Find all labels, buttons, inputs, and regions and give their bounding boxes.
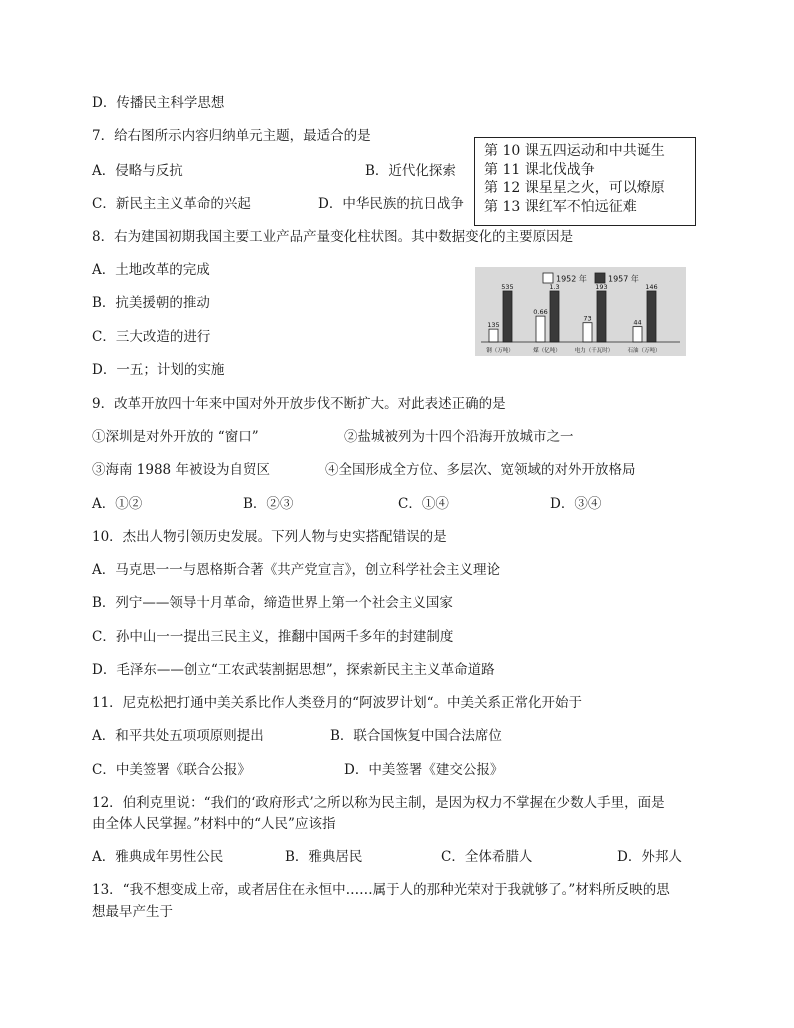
q11-stem: 11．尼克松把打通中美关系比作人类登月的“阿波罗计划“。中美关系正常化开始于 bbox=[92, 695, 582, 711]
q9-statement-2: ②盐城被列为十四个沿海开放城市之一 bbox=[344, 429, 574, 445]
q9-statement-3: ③海南 1988 年被设为自贸区 bbox=[92, 462, 270, 478]
bar-data-label: 193 bbox=[595, 283, 608, 291]
q9-option-c: C．①④ bbox=[398, 496, 449, 512]
lesson-item: 第 10 课五四运动和中共诞生 bbox=[484, 143, 665, 159]
q9-stem: 9．改革开放四十年来中国对外开放步伐不断扩大。对此表述正确的是 bbox=[92, 396, 506, 412]
q10-option-b: B．列宁——领导十月革命，缔造世界上第一个社会主义国家 bbox=[92, 595, 453, 611]
chart-canvas bbox=[475, 267, 686, 356]
bar bbox=[633, 327, 642, 342]
q11-option-b: B．联合国恢复中国合法席位 bbox=[330, 728, 502, 744]
q9-option-a: A．①② bbox=[92, 496, 143, 512]
q12-option-a: A．雅典成年男性公民 bbox=[92, 849, 224, 865]
q8-stem: 8．右为建国初期我国主要工业产品产量变化柱状图。其中数据变化的主要原因是 bbox=[92, 229, 574, 245]
category-label: 石油（万吨） bbox=[627, 348, 661, 354]
category-label: 电力（千瓦时） bbox=[574, 348, 614, 354]
category-label: 煤（亿吨） bbox=[533, 348, 561, 354]
q7-option-b: B．近代化探索 bbox=[365, 163, 456, 179]
lesson-item: 第 13 课红军不怕远征难 bbox=[484, 198, 637, 215]
legend-label: 1957 年 bbox=[608, 274, 639, 284]
bar-data-label: 146 bbox=[645, 283, 658, 291]
q12-option-b: B．雅典居民 bbox=[285, 849, 363, 865]
q9-statement-4: ④全国形成全方位、多层次、宽领域的对外开放格局 bbox=[325, 462, 636, 478]
q12-option-c: C．全体希腊人 bbox=[441, 849, 533, 865]
q9-option-d: D．③④ bbox=[550, 496, 602, 512]
category-label: 钢（万吨） bbox=[486, 348, 514, 354]
q9-statement-1: ①深圳是对外开放的 “窗口” bbox=[92, 429, 259, 445]
q10-stem: 10．杰出人物引领历史发展。下列人物与史实搭配错误的是 bbox=[92, 529, 447, 545]
q13-stem-line-2: 想最早产生于 bbox=[92, 904, 173, 920]
q7-option-a: A．侵略与反抗 bbox=[92, 163, 183, 179]
bar-data-label: 73 bbox=[583, 314, 592, 323]
q12-stem-line-2: 由全体人民掌握。”材料中的“人民”应该指 bbox=[92, 816, 336, 832]
industrial-output-bar-chart bbox=[475, 267, 686, 356]
legend-swatch bbox=[543, 273, 553, 283]
lesson-item: 第 12 课星星之火，可以燎原 bbox=[484, 180, 665, 196]
legend-swatch bbox=[595, 273, 605, 283]
bar bbox=[647, 291, 656, 342]
legend-label: 1952 年 bbox=[556, 274, 587, 284]
bar bbox=[583, 323, 592, 342]
q11-option-d: D．中美签署《建交公报》 bbox=[344, 762, 504, 778]
q11-option-a: A．和平共处五项项原则提出 bbox=[92, 728, 264, 744]
q12-stem-line-1: 12．伯利克里说：“我们的‘政府形式’之所以称为民主制，是因为权力不掌握在少数人手里，面是 bbox=[92, 795, 665, 811]
q8-option-d: D．一五；计划的实施 bbox=[92, 362, 225, 378]
lesson-list-box bbox=[474, 137, 696, 226]
q7-option-d: D．中华民族的抗日战争 bbox=[318, 196, 464, 212]
bar bbox=[550, 291, 559, 342]
bar-data-label: 44 bbox=[633, 318, 642, 327]
q10-option-a: A．马克思一一与恩格斯合著《共产党宣言》，创立科学社会主义理论 bbox=[92, 562, 500, 578]
bar bbox=[503, 291, 512, 342]
q9-option-b: B．②③ bbox=[243, 496, 294, 512]
bar bbox=[489, 329, 498, 342]
bar bbox=[597, 291, 606, 342]
bar-data-label: 0.66 bbox=[533, 308, 548, 317]
q11-option-c: C．中美签署《联合公报》 bbox=[92, 762, 251, 778]
q8-option-c: C．三大改造的进行 bbox=[92, 329, 211, 345]
lesson-item: 第 11 课北伐战争 bbox=[484, 161, 595, 178]
q10-option-d: D．毛泽东——创立“工农武装割据思想”，探索新民主主义革命道路 bbox=[92, 662, 495, 678]
q12-option-d: D．外邦人 bbox=[617, 849, 682, 865]
q6-option-d: D．传播民主科学思想 bbox=[92, 95, 225, 111]
q8-option-b: B．抗美援朝的推动 bbox=[92, 295, 210, 311]
bar bbox=[536, 316, 545, 342]
q8-option-a: A．土地改革的完成 bbox=[92, 262, 210, 278]
bar-data-label: 135 bbox=[487, 321, 500, 330]
q13-stem-line-1: 13．“我不想变成上帝，或者居住在永恒中……属于人的那种光荣对于我就够了。”材料所反映的思 bbox=[92, 882, 670, 898]
q7-option-c: C．新民主主义革命的兴起 bbox=[92, 196, 251, 212]
q10-option-c: C．孙中山一一提出三民主义，推翻中国两千多年的封建制度 bbox=[92, 629, 454, 645]
bar-data-label: 535 bbox=[501, 283, 514, 291]
bar-data-label: 1.3 bbox=[549, 283, 560, 291]
q7-stem: 7．给右图所示内容归纳单元主题，最适合的是 bbox=[92, 128, 371, 144]
